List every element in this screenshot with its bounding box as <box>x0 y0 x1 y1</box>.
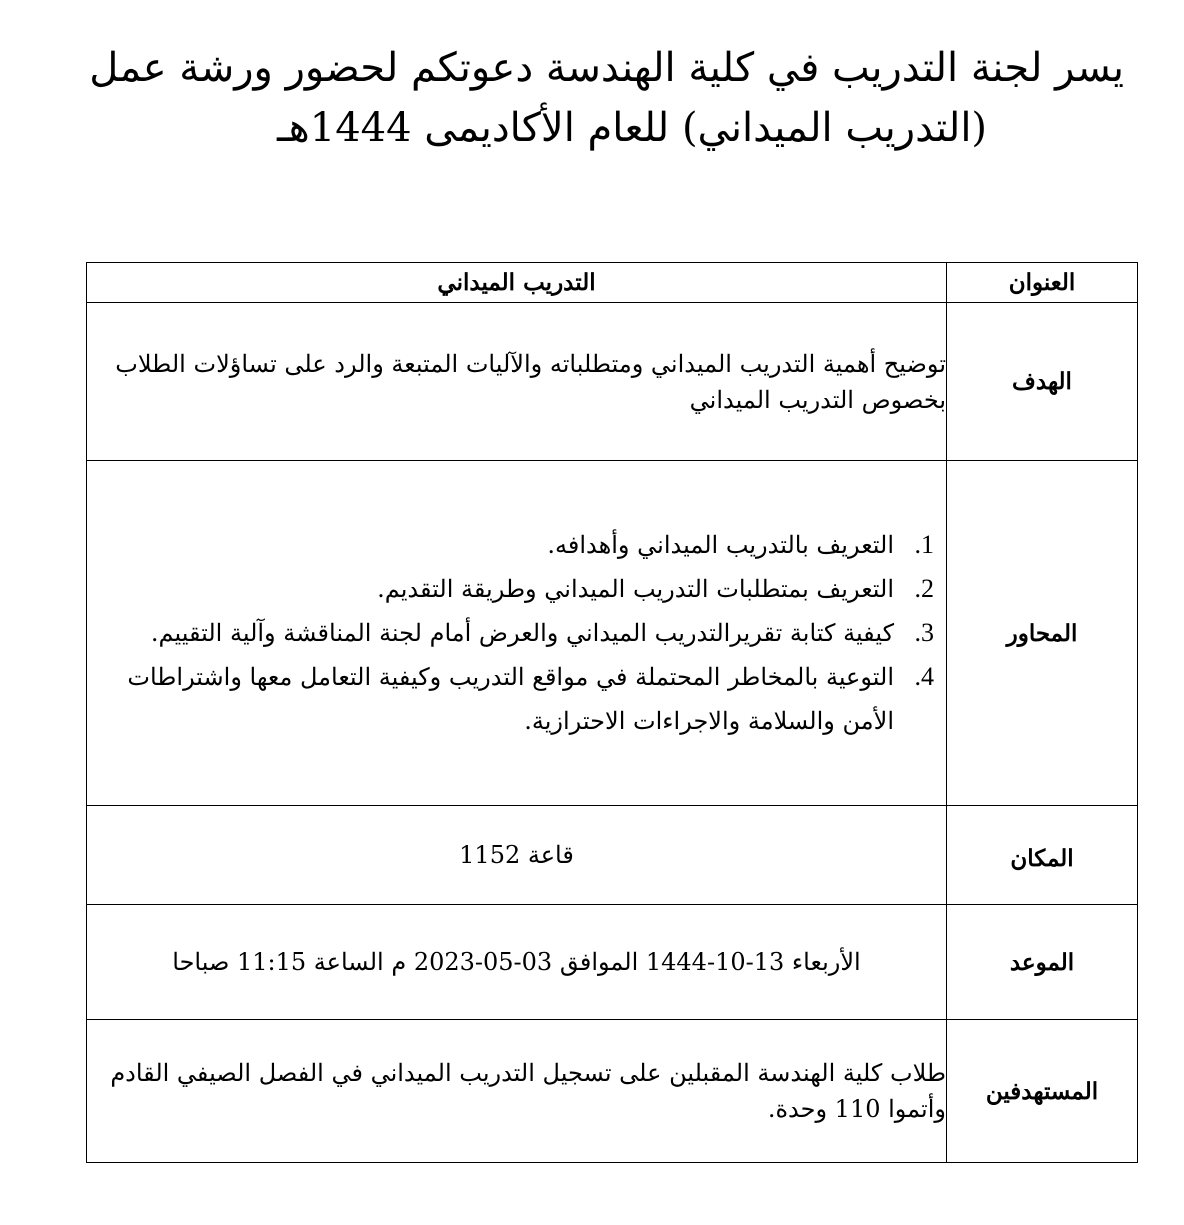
date-label: الموعد <box>947 905 1138 1020</box>
goal-value: توضيح أهمية التدريب الميداني ومتطلباته والآليات المتبعة والرد على تساؤلات الطلاب بخصوص التدريب الميداني <box>87 303 947 461</box>
axes-label: المحاور <box>947 461 1138 806</box>
place-label: المكان <box>947 806 1138 905</box>
heading-line-1: يسر لجنة التدريب في كلية الهندسة دعوتكم لحضور ورشة عمل <box>89 45 1124 91</box>
table-row-goal <box>87 303 1138 461</box>
axes-value <box>87 461 947 806</box>
page-heading <box>60 38 1124 158</box>
table-row-date <box>87 905 1138 1020</box>
table-row-axes <box>87 461 1138 806</box>
axes-list <box>87 523 946 743</box>
list-item: 2. التعريف بمتطلبات التدريب الميداني وطريقة التقديم. <box>377 574 934 603</box>
target-value: طلاب كلية الهندسة المقبلين على تسجيل التدريب الميداني في الفصل الصيفي القادم وأتموا 110 وحدة. <box>87 1020 947 1163</box>
title-value: التدريب الميداني <box>87 263 947 303</box>
table-row-place <box>87 806 1138 905</box>
list-item: 1. التعريف بالتدريب الميداني وأهدافه. <box>547 530 934 559</box>
list-item: 4. التوعية بالمخاطر المحتملة في مواقع التدريب وكيفية التعامل معها واشتراطات الأمن والسلامة والاجراءات الاحترازية. <box>127 662 934 735</box>
title-label: العنوان <box>947 263 1138 303</box>
target-label: المستهدفين <box>947 1020 1138 1163</box>
place-value: قاعة 1152 <box>87 806 947 905</box>
heading-line-2: (التدريب الميداني) للعام الأكاديمى 1444هـ <box>276 105 988 151</box>
date-value: الأربعاء 13-10-1444 الموافق 03-05-2023 م الساعة 11:15 صباحا <box>87 905 947 1020</box>
list-item: 3. كيفية كتابة تقريرالتدريب الميداني والعرض أمام لجنة المناقشة وآلية التقييم. <box>150 618 934 647</box>
workshop-info-table <box>86 262 1138 1163</box>
goal-label: الهدف <box>947 303 1138 461</box>
table-row-title <box>87 263 1138 303</box>
table-row-target <box>87 1020 1138 1163</box>
